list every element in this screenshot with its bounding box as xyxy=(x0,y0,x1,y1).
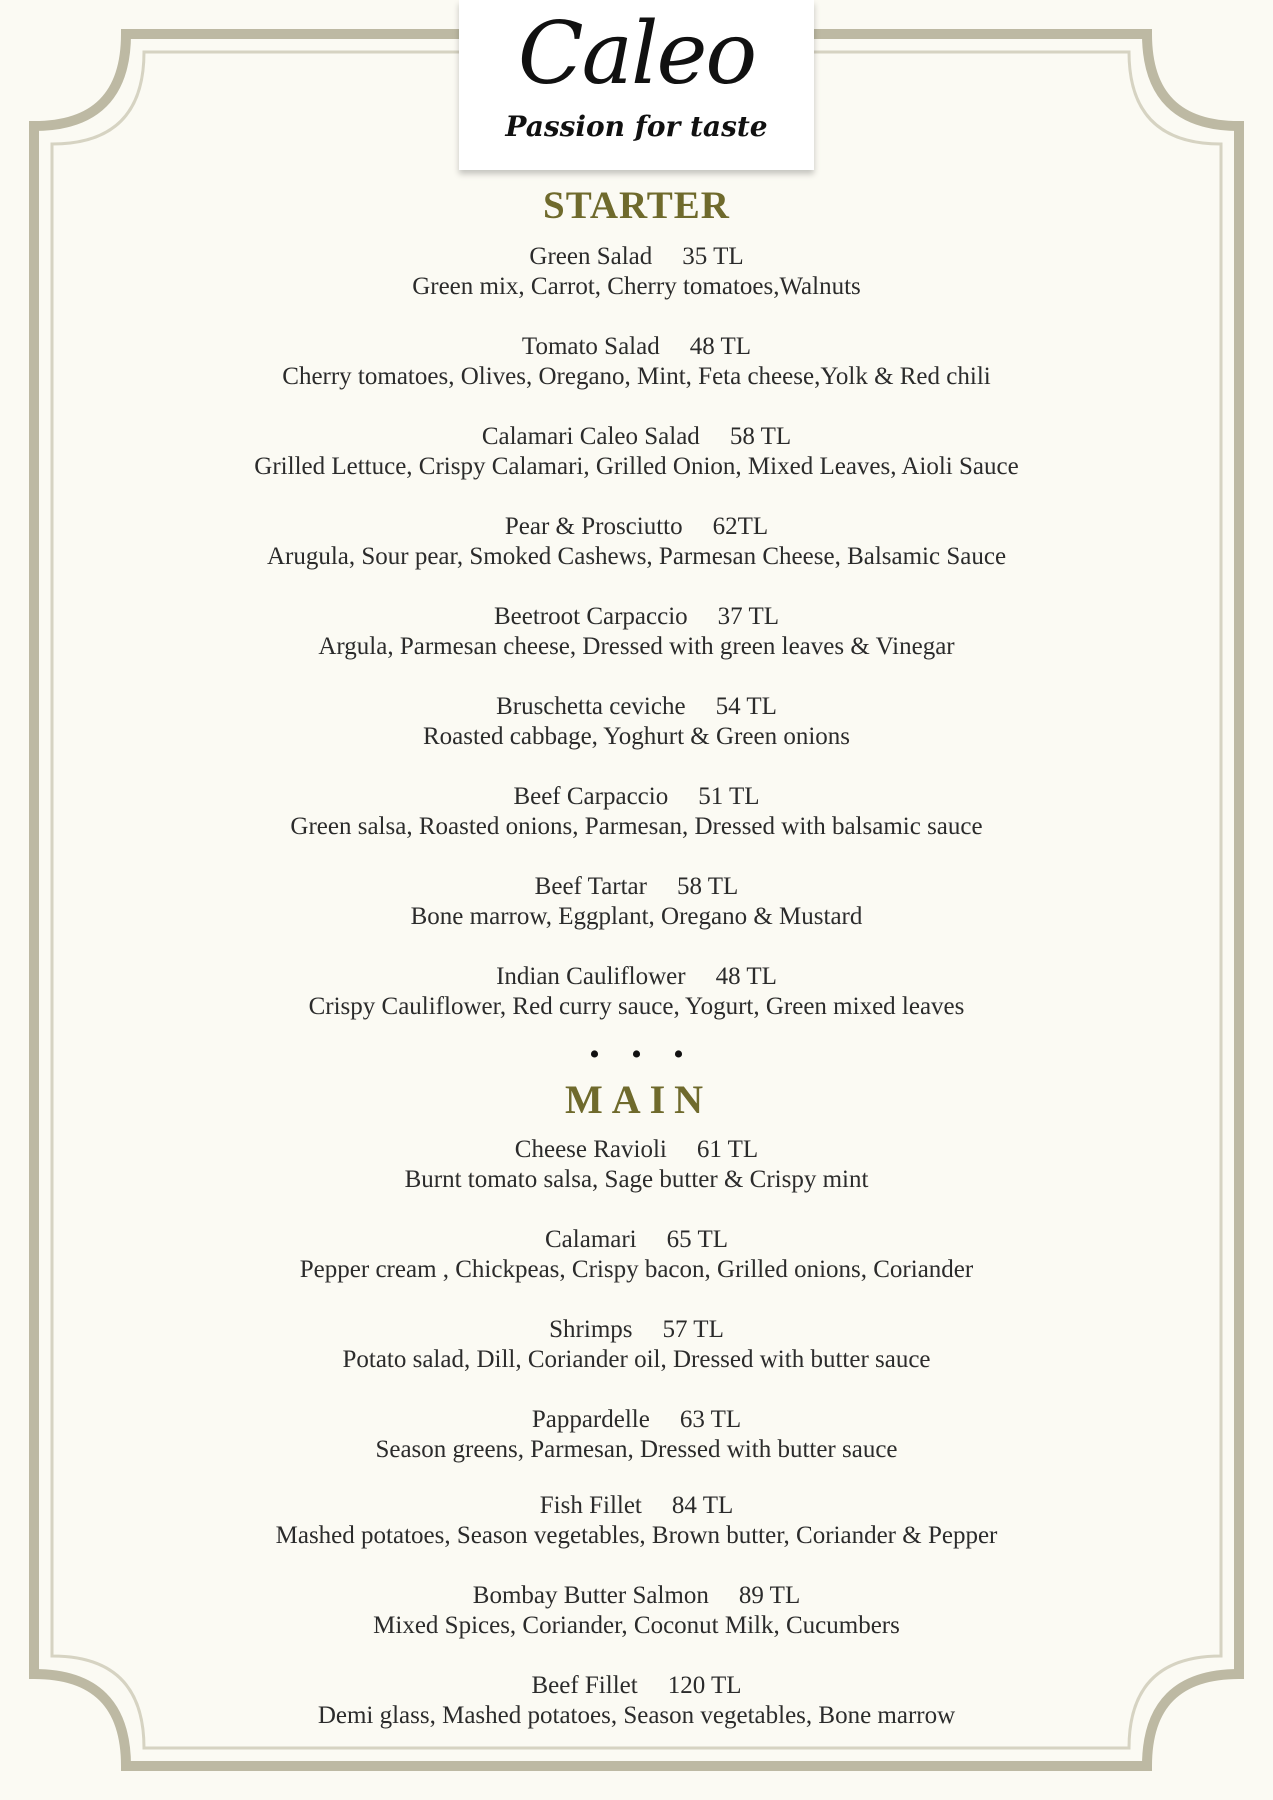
dish-description: Bone marrow, Eggplant, Oregano & Mustard xyxy=(410,903,863,930)
dish-description: Mashed potatoes, Season vegetables, Brown butter, Coriander & Pepper xyxy=(275,1522,998,1549)
dish-price: 51 TL xyxy=(698,783,760,810)
dish-price: 120 TL xyxy=(667,1672,742,1699)
main-heading: MAIN xyxy=(564,1077,713,1122)
dish-header xyxy=(0,962,1273,992)
menu-item xyxy=(0,332,1273,422)
dish-price: 61 TL xyxy=(696,1136,759,1163)
dish-description: Burnt tomato salsa, Sage butter & Crispy mint xyxy=(404,1166,869,1193)
dish-name: Indian Cauliflower xyxy=(496,963,686,990)
dish-name: Pappardelle xyxy=(531,1406,650,1433)
menu-item xyxy=(0,1491,1273,1581)
menu-item xyxy=(0,1135,1273,1225)
dish-price: 65 TL xyxy=(666,1226,728,1253)
dish-description: Grilled Lettuce, Crispy Calamari, Grilled Onion, Mixed Leaves, Aioli Sauce xyxy=(254,453,1019,480)
main-menu-list xyxy=(0,1135,1273,1761)
dish-name: Pear & Prosciutto xyxy=(504,513,683,540)
dish-price: 48 TL xyxy=(715,963,777,990)
dish-description: Demi glass, Mashed potatoes, Season vegetables, Bone marrow xyxy=(317,1702,956,1729)
dish-price: 57 TL xyxy=(662,1316,724,1343)
dish-header xyxy=(0,872,1273,902)
dish-description: Mixed Spices, Coriander, Coconut Milk, Cucumbers xyxy=(373,1612,900,1639)
dish-name: Fish Fillet xyxy=(539,1492,642,1519)
dish-header xyxy=(0,1135,1273,1165)
dish-name: Green Salad xyxy=(529,243,653,270)
menu-item xyxy=(0,692,1273,782)
dish-header xyxy=(0,1491,1273,1521)
dish-description: Green mix, Carrot, Cherry tomatoes,Walnuts xyxy=(412,273,861,300)
dish-description: Roasted cabbage, Yoghurt & Green onions xyxy=(422,723,850,750)
menu-item xyxy=(0,1671,1273,1761)
menu-item xyxy=(0,1315,1273,1405)
dish-header xyxy=(0,1671,1273,1701)
dish-name: Bruschetta ceviche xyxy=(496,693,686,720)
dish-price: 58 TL xyxy=(676,873,739,900)
dish-name: Cheese Ravioli xyxy=(514,1136,667,1163)
brand-logo: Caleo xyxy=(517,4,756,104)
dish-name: Bombay Butter Salmon xyxy=(472,1582,709,1609)
section-separator: • • • xyxy=(589,1038,696,1071)
dish-description: Pepper cream , Chickpeas, Crispy bacon, Grilled onions, Coriander xyxy=(299,1256,974,1283)
menu-item xyxy=(0,512,1273,602)
dish-price: 62TL xyxy=(712,513,769,540)
dish-description: Green salsa, Roasted onions, Parmesan, Dressed with balsamic sauce xyxy=(290,813,983,840)
dish-name: Shrimps xyxy=(549,1316,633,1343)
logo-card xyxy=(459,0,814,170)
menu-item xyxy=(0,422,1273,512)
dish-price: 54 TL xyxy=(715,693,777,720)
menu-item xyxy=(0,1405,1273,1491)
dish-header xyxy=(0,422,1273,452)
dish-description: Argula, Parmesan cheese, Dressed with green leaves & Vinegar xyxy=(318,633,955,660)
dish-header xyxy=(0,782,1273,812)
dish-header xyxy=(0,242,1273,272)
dish-name: Calamari Caleo Salad xyxy=(481,423,700,450)
menu-item xyxy=(0,872,1273,962)
menu-item xyxy=(0,1225,1273,1315)
dish-name: Beetroot Carpaccio xyxy=(493,603,688,630)
menu-item xyxy=(0,602,1273,692)
dish-description: Crispy Cauliflower, Red curry sauce, Yogurt, Green mixed leaves xyxy=(308,993,965,1020)
starter-menu-list xyxy=(0,242,1273,1052)
dish-name: Tomato Salad xyxy=(521,333,660,360)
dish-price: 58 TL xyxy=(729,423,792,450)
menu-item xyxy=(0,782,1273,872)
dish-name: Beef Fillet xyxy=(531,1672,638,1699)
dish-header xyxy=(0,1405,1273,1435)
brand-tagline: Passion for taste xyxy=(505,110,768,143)
dish-price: 35 TL xyxy=(682,243,744,270)
dish-price: 84 TL xyxy=(671,1492,734,1519)
dish-price: 89 TL xyxy=(738,1582,801,1609)
dish-price: 63 TL xyxy=(679,1406,742,1433)
dish-header xyxy=(0,512,1273,542)
dish-description: Cherry tomatoes, Olives, Oregano, Mint, Feta cheese,Yolk & Red chili xyxy=(282,363,991,390)
starter-heading: STARTER xyxy=(543,184,730,227)
dish-header xyxy=(0,1315,1273,1345)
menu-item xyxy=(0,1581,1273,1671)
dish-header xyxy=(0,1581,1273,1611)
dish-price: 37 TL xyxy=(717,603,779,630)
dish-name: Calamari xyxy=(545,1226,637,1253)
dish-header xyxy=(0,332,1273,362)
dish-price: 48 TL xyxy=(689,333,752,360)
dish-description: Potato salad, Dill, Coriander oil, Dressed with butter sauce xyxy=(342,1346,931,1373)
dish-name: Beef Tartar xyxy=(534,873,647,900)
dish-header xyxy=(0,692,1273,722)
dish-name: Beef Carpaccio xyxy=(513,783,669,810)
menu-item xyxy=(0,242,1273,332)
dish-description: Arugula, Sour pear, Smoked Cashews, Parmesan Cheese, Balsamic Sauce xyxy=(266,543,1007,570)
dish-header xyxy=(0,602,1273,632)
dish-header xyxy=(0,1225,1273,1255)
dish-description: Season greens, Parmesan, Dressed with butter sauce xyxy=(375,1436,898,1463)
